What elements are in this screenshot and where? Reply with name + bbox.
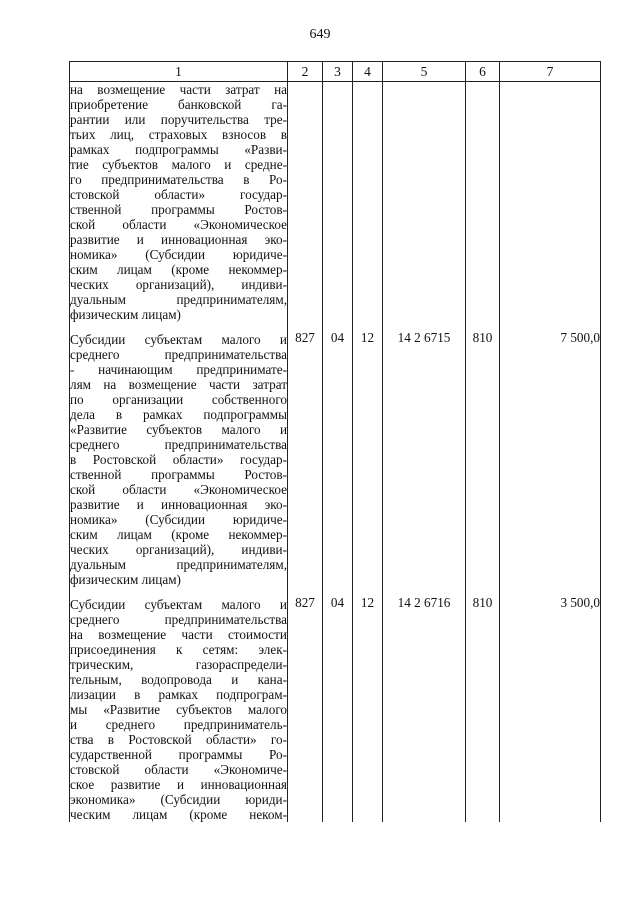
description-line: сударственной программы Ро- [70, 747, 287, 762]
cell-ministry-code: 827 [288, 595, 323, 822]
description-line: мы «Развитие субъектов малого [70, 702, 287, 717]
cell-expense-type [466, 82, 500, 331]
page-number: 649 [309, 27, 331, 42]
col-header-2: 2 [288, 62, 323, 82]
description-line: дуальным предпринимателям, [70, 292, 287, 307]
cell-amount: 3 500,0 [500, 595, 601, 822]
col-header-4: 4 [353, 62, 383, 82]
description-line: среднего предпринимательства [70, 437, 287, 452]
cell-target-article: 14 2 6716 [383, 595, 466, 822]
row-description [70, 595, 288, 822]
cell-subsection: 12 [353, 595, 383, 822]
cell-expense-type: 810 [466, 330, 500, 595]
description-line: приобретение банковской га- [70, 97, 287, 112]
description-line: номика» (Субсидии юридиче- [70, 247, 287, 262]
description-line: физическим лицам) [70, 572, 181, 587]
description-line: тие субъектов малого и средне- [70, 157, 287, 172]
cell-expense-type: 810 [466, 595, 500, 822]
description-line: рамках подпрограммы «Разви- [70, 142, 287, 157]
description-line: ским лицам (кроме некоммер- [70, 527, 287, 542]
description-line: ственной программы Ростов- [70, 202, 287, 217]
table-header-row [70, 62, 601, 82]
description-line: лям на возмещение части затрат [70, 377, 287, 392]
cell-section [323, 82, 353, 331]
description-line: развитие и инновационная эко- [70, 497, 287, 512]
description-line: лизации в рамках подпрограм- [70, 687, 287, 702]
description-line: «Развитие субъектов малого и [70, 422, 287, 437]
cell-ministry-code: 827 [288, 330, 323, 595]
col-header-6: 6 [466, 62, 500, 82]
description-line: ской области «Экономическое [70, 217, 287, 232]
description-line: ской области «Экономическое [70, 482, 287, 497]
description-line: тельным, водопровода и кана- [70, 672, 287, 687]
description-line: физическим лицам) [70, 307, 181, 322]
description-line: ским лицам (кроме некоммер- [70, 262, 287, 277]
cell-ministry-code [288, 82, 323, 331]
cell-target-article: 14 2 6715 [383, 330, 466, 595]
description-line: тьих лиц, страховых взносов в [70, 127, 287, 142]
description-line: стовской области» государ- [70, 187, 287, 202]
description-line: дела в рамках подпрограммы [70, 407, 287, 422]
row-description [70, 330, 288, 595]
description-line: ское развитие и инновационная [70, 777, 287, 792]
col-header-1: 1 [70, 62, 288, 82]
cell-amount [500, 82, 601, 331]
description-line: среднего предпринимательства [70, 612, 287, 627]
description-line: ческих организаций), индиви- [70, 542, 287, 557]
description-line: по организации собственного [70, 392, 287, 407]
description-line: - начинающим предпринимате- [70, 362, 287, 377]
description-line: и среднего предприниматель- [70, 717, 287, 732]
description-line: Субсидии субъектам малого и [70, 597, 287, 612]
description-line: ческим лицам (кроме неком- [70, 807, 287, 822]
description-line: стовской области «Экономиче- [70, 762, 287, 777]
description-line: среднего предпринимательства [70, 347, 287, 362]
row-description [70, 82, 288, 331]
cell-amount: 7 500,0 [500, 330, 601, 595]
table-row [70, 330, 601, 595]
cell-subsection: 12 [353, 330, 383, 595]
description-line: в Ростовской области» государ- [70, 452, 287, 467]
cell-section: 04 [323, 595, 353, 822]
description-line: на возмещение части затрат на [70, 82, 287, 97]
table-row [70, 595, 601, 822]
description-line: на возмещение части стоимости [70, 627, 287, 642]
table-row [70, 82, 601, 331]
description-line: го предпринимательства в Ро- [70, 172, 287, 187]
description-line: развитие и инновационная эко- [70, 232, 287, 247]
col-header-5: 5 [383, 62, 466, 82]
col-header-7: 7 [500, 62, 601, 82]
description-line: ческих организаций), индиви- [70, 277, 287, 292]
cell-section: 04 [323, 330, 353, 595]
description-line: рантии или поручительства тре- [70, 112, 287, 127]
description-line: присоединения к сетям: элек- [70, 642, 287, 657]
description-line: ства в Ростовской области» го- [70, 732, 287, 747]
description-line: ственной программы Ростов- [70, 467, 287, 482]
description-line: дуальным предпринимателям, [70, 557, 287, 572]
description-line: трическим, газораспредели- [70, 657, 287, 672]
cell-target-article [383, 82, 466, 331]
description-line: экономика» (Субсидии юриди- [70, 792, 287, 807]
description-line: Субсидии субъектам малого и [70, 332, 287, 347]
description-line: номика» (Субсидии юридиче- [70, 512, 287, 527]
col-header-3: 3 [323, 62, 353, 82]
budget-table [69, 61, 601, 822]
cell-subsection [353, 82, 383, 331]
